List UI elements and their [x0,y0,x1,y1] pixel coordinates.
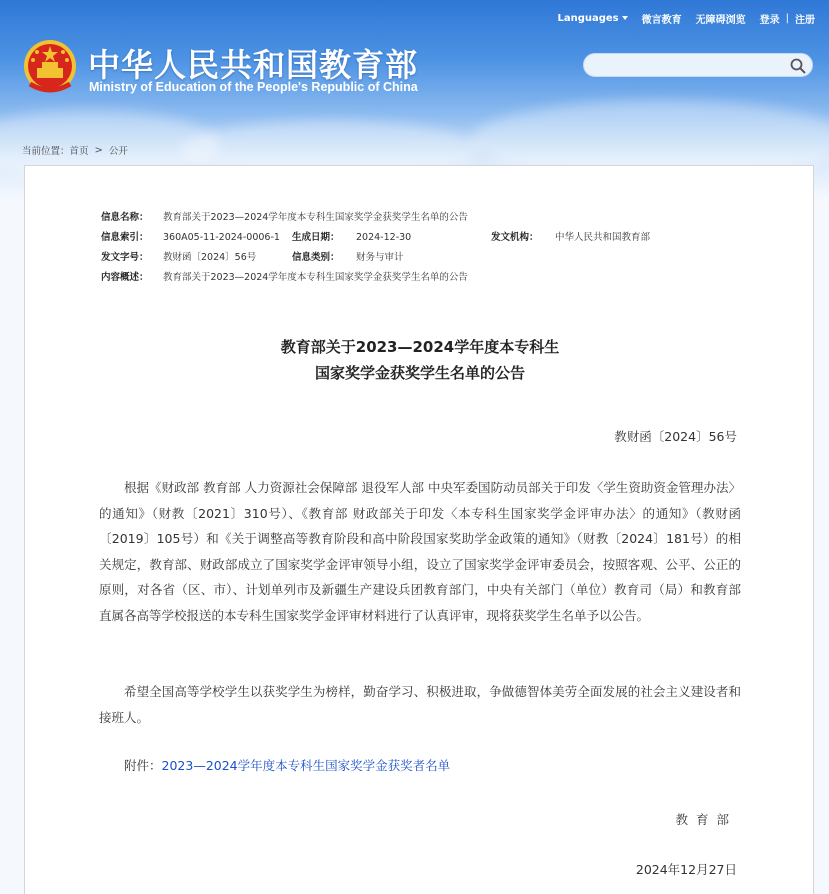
chevron-right-icon: > [94,144,103,156]
attachment-label: 附件： [124,758,162,773]
created-date-value: 2024-12-30 [356,232,412,243]
document-title-line2: 国家奖学金获奖学生名单的公告 [314,364,525,382]
doc-number-value: 教财函〔2024〕56号 [163,252,257,263]
breadcrumb [22,143,128,157]
weibo-link[interactable]: 微言教育 [641,14,682,26]
created-date-label: 生成日期： [292,232,340,243]
search-box[interactable] [583,53,813,77]
attachment-link[interactable]: 2023—2024学年度本专科生国家奖学金获奖者名单 [161,758,451,773]
breadcrumb-home[interactable]: 首页 [69,146,89,157]
breadcrumb-label: 当前位置： [22,146,70,157]
register-link[interactable]: 注册 [795,14,815,26]
languages-label: Languages [557,12,619,24]
login-link[interactable]: 登录 [759,14,780,26]
site-title: 中华人民共和国教育部 [88,46,419,84]
top-navigation [557,11,815,25]
body-paragraph: 希望全国高等学校学生以获奖学生为榜样，勤奋学习、积极进取，争做德智体美劳全面发展的社会主义建设者和接班人。 [99,684,741,725]
info-name-label: 信息名称： [101,212,149,223]
summary-label: 内容概述： [101,272,149,283]
body-paragraph: 根据《财政部 教育部 人力资源社会保障部 退役军人部 中央军委国防动员部关于印发〈学生资助资金管理办法〉的通知》（财教〔2021〕310号）、《教育部 财政部关于印发〈本专科生国家奖学金评审办法〉的通知》（教财函〔2019〕105号）和《关于调整高等教育阶段和高中阶段国家奖助学金政策的通知》（财教〔2024〕181号）的相关规定，教育部、财政部成立了国家奖学金评审领导小组，设立了国家奖学金评审委员会，按照客观、公平、公正的原则，对各省（区、市）、计划单列市及新疆生产建设兵团教育部门，中央有关部门（单位）教育司（局）和教育部直属各高等学校报送的本专科生国家奖学金评审材料进行了认真评审，现将获奖学生名单予以公告。 [99,480,741,623]
document-number: 教财函〔2024〕56号 [614,429,737,444]
chevron-down-icon [622,16,628,20]
category-label: 信息类别： [292,252,340,263]
content-panel [24,165,814,894]
issuer-value: 中华人民共和国教育部 [555,232,651,243]
doc-number-label: 发文字号： [101,252,149,263]
document-title [25,334,815,386]
national-emblem-icon [22,38,78,96]
info-name-value: 教育部关于2023—2024学年度本专科生国家奖学金获奖学生名单的公告 [163,212,468,223]
signature: 教育部 [675,812,737,827]
issuer-label: 发文机构： [491,232,539,243]
nav-separator: | [785,12,789,24]
document-title-line1: 教育部关于2023—2024学年度本专科生 [280,338,560,356]
site-subtitle: Ministry of Education of the People's Republic of China [89,80,418,94]
breadcrumb-current[interactable]: 公开 [108,146,128,157]
attachment [124,756,450,774]
languages-menu[interactable] [557,13,627,24]
info-index-value: 360A05-11-2024-0006-1 [163,232,280,243]
accessible-browse-link[interactable]: 无障碍浏览 [695,14,746,26]
issue-date: 2024年12月27日 [635,862,737,877]
summary-value: 教育部关于2023—2024学年度本专科生国家奖学金获奖学生名单的公告 [163,272,468,283]
search-icon[interactable] [789,57,807,75]
info-index-label: 信息索引： [101,232,149,243]
category-value: 财务与审计 [356,252,404,263]
